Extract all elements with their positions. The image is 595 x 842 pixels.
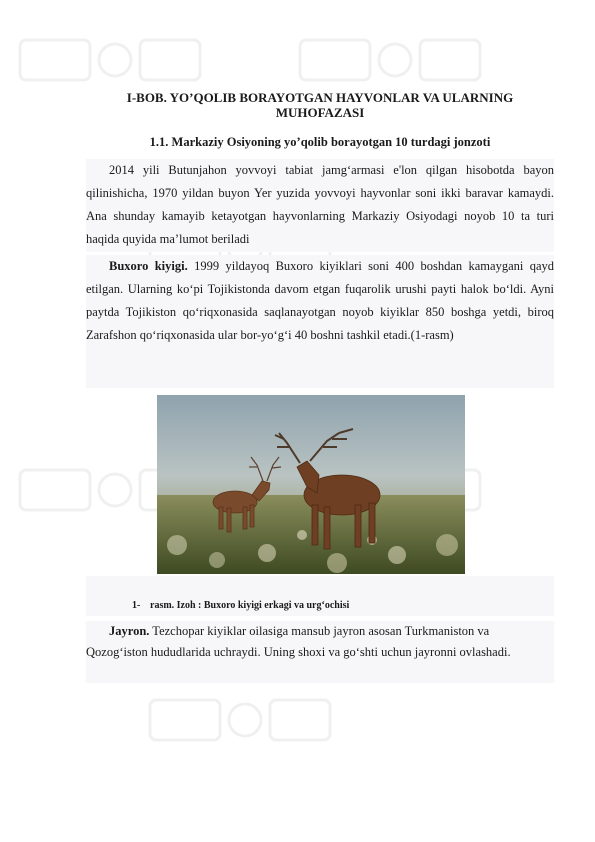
jayron-lead: Jayron.	[109, 624, 150, 638]
figure-number: 1-	[132, 600, 141, 611]
deer-photo	[157, 395, 465, 574]
buxoro-body: 1999 yildayoq Buxoro kiyiklari soni 400 boshdan kamaygani qayd etilgan. Ularning ko‘pi Tojikistonda davom etgan fuqarolik urushi payti halok bo‘ldi. Ayni paytda Tojikiston qo‘riqxonasida saqlanayotgan noyob kiyiklar 850 boshga yetdi, biroq Zarafshon qo‘riqxonasida ular bor-yo‘g‘i 40 boshni tashkil etadi.(1-rasm)	[86, 259, 555, 342]
intro-text: 2014 yili Butunjahon yovvoyi tabiat jamg‘armasi e'lon qilgan hisobotda bayon qilinishicha, 1970 yildan buyon Yer yuzida yovvoyi hayvonlar soni ikki baravar kamaydi. Ana shunday kamayib ketayotgan hayvonlarning Markaziy Osiyodagi noyob 10 ta turi haqida quyida ma’lumot beriladi	[86, 163, 554, 246]
buxoro-text	[86, 255, 554, 347]
jayron-paragraph	[86, 621, 554, 683]
jayron-text-2: Qozog‘iston hududlarida uchraydi. Uning shoxi va go‘shti uchun jayronni ovlashadi.	[86, 645, 511, 659]
jayron-body: Tezchopar kiyiklar oilasiga mansub jayron asosan Turkmaniston va	[149, 624, 490, 638]
intro-paragraph	[86, 159, 554, 252]
chapter-title: I-BOB. YO’QOLIB BORAYOTGAN HAYVONLAR VA ULARNING MUHOFAZASI	[126, 90, 514, 120]
jayron-text	[86, 621, 554, 642]
figure-caption	[132, 600, 349, 612]
figure-caption-text: rasm. Izoh : Buxoro kiyigi erkagi va urg‘ochisi	[150, 600, 350, 611]
section-title: 1.1. Markaziy Osiyoning yo’qolib borayotgan 10 turdagi jonzoti	[149, 135, 491, 149]
deer-photo-illustration	[157, 395, 465, 574]
buxoro-lead: Buxoro kiyigi.	[109, 259, 188, 273]
buxoro-paragraph	[86, 255, 554, 388]
